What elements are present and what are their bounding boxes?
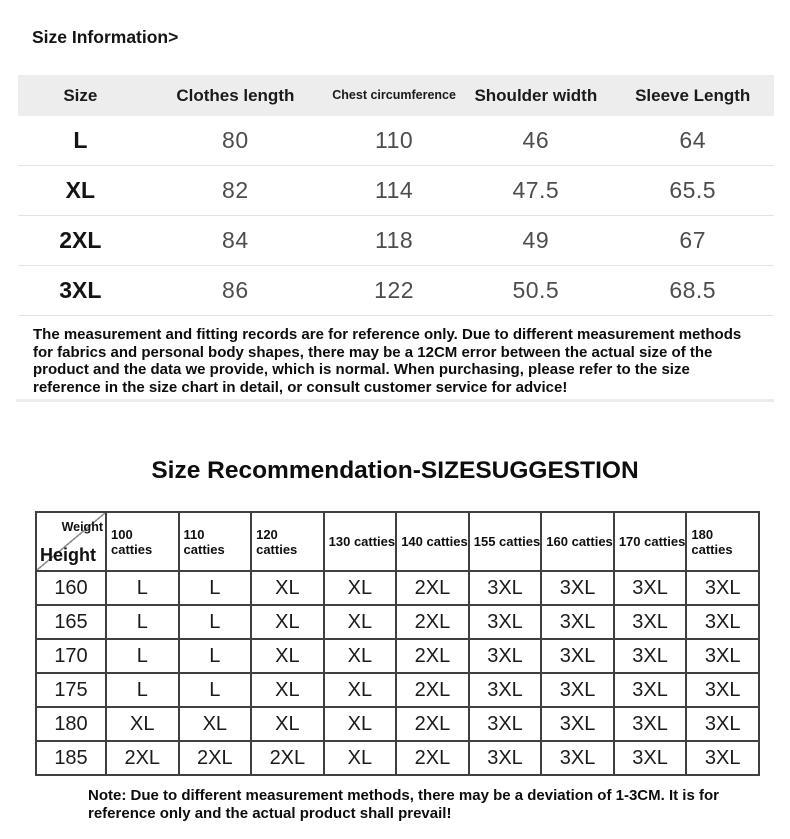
size-cell: XL [324, 571, 397, 605]
size-cell: 3XL [614, 639, 687, 673]
size-cell: XL [251, 639, 324, 673]
size-cell: 3XL [541, 571, 614, 605]
size-value-cell: 68.5 [669, 277, 717, 303]
size-label-cell: XL [65, 177, 96, 203]
size-cell: XL [324, 673, 397, 707]
size-cell: 3XL [469, 571, 542, 605]
size-table-column-header: Shoulder width [474, 85, 598, 105]
size-value-cell: 49 [522, 227, 550, 253]
size-cell: 3XL [541, 741, 614, 775]
corner-height-label: Height [40, 545, 96, 566]
size-table-row [18, 116, 774, 166]
size-cell: XL [324, 707, 397, 741]
size-value-cell: 67 [679, 227, 706, 253]
size-cell: XL [324, 639, 397, 673]
size-cell: 3XL [469, 673, 542, 707]
size-cell: 3XL [469, 605, 542, 639]
size-cell: 2XL [396, 741, 469, 775]
size-cell: 2XL [396, 571, 469, 605]
size-value-cell: 86 [222, 277, 249, 303]
height-cell: 165 [36, 605, 106, 639]
size-cell: 2XL [396, 639, 469, 673]
weight-column-header: 155 catties [469, 512, 542, 571]
size-value-cell: 84 [222, 227, 249, 253]
size-value-cell: 64 [679, 127, 706, 153]
size-value-cell: 50.5 [512, 277, 560, 303]
weight-column-header: 120 catties [251, 512, 324, 571]
size-cell: XL [251, 605, 324, 639]
section-divider [16, 399, 774, 402]
weight-column-header: 100 catties [106, 512, 179, 571]
page-title[interactable]: Size Information> [32, 27, 179, 47]
size-cell: 3XL [469, 639, 542, 673]
weight-column-header: 160 catties [541, 512, 614, 571]
size-cell: 3XL [541, 639, 614, 673]
size-value-cell: 80 [222, 127, 249, 153]
size-cell: 2XL [179, 741, 252, 775]
size-cell: 3XL [686, 639, 759, 673]
size-cell: XL [324, 605, 397, 639]
size-cell: 3XL [614, 571, 687, 605]
size-cell: 3XL [686, 741, 759, 775]
size-cell: 2XL [396, 605, 469, 639]
size-cell: XL [251, 673, 324, 707]
size-table-row [18, 266, 774, 316]
note-text: Note: Due to different measurement methods, there may be a deviation of 1-3CM. It is for reference only and the actual product shall prevail! [88, 787, 719, 823]
size-table-column-header: Chest circumference [332, 87, 456, 102]
size-cell: L [106, 605, 179, 639]
size-cell: 3XL [686, 605, 759, 639]
recommendation-table-body [36, 571, 759, 775]
size-cell: 3XL [614, 741, 687, 775]
recommendation-row [36, 639, 759, 673]
weight-column-header: 170 catties [614, 512, 687, 571]
size-cell: 2XL [396, 707, 469, 741]
size-recommendation-table [35, 511, 760, 776]
size-cell: 3XL [686, 673, 759, 707]
size-cell: 3XL [686, 571, 759, 605]
size-cell: 3XL [614, 673, 687, 707]
size-table-body [18, 116, 774, 316]
size-cell: L [179, 571, 252, 605]
size-cell: 3XL [469, 707, 542, 741]
size-cell: L [179, 639, 252, 673]
size-table-row [18, 166, 774, 216]
size-cell: L [106, 639, 179, 673]
size-cell: 3XL [541, 673, 614, 707]
height-cell: 180 [36, 707, 106, 741]
size-label-cell: 2XL [59, 227, 102, 253]
height-cell: 175 [36, 673, 106, 707]
height-weight-corner-cell [36, 512, 106, 571]
size-cell: 3XL [469, 741, 542, 775]
size-cell: 3XL [614, 707, 687, 741]
size-value-cell: 114 [375, 177, 414, 203]
size-cell: XL [324, 741, 397, 775]
size-table-column-header: Size [63, 85, 98, 105]
size-cell: 3XL [541, 605, 614, 639]
size-table [18, 75, 774, 316]
size-cell: XL [106, 707, 179, 741]
corner-weight-label: Weight [61, 520, 103, 535]
size-value-cell: 65.5 [669, 177, 717, 203]
weight-column-header: 140 catties [396, 512, 469, 571]
size-cell: 3XL [541, 707, 614, 741]
size-cell: L [106, 571, 179, 605]
weight-column-header: 130 catties [324, 512, 397, 571]
size-value-cell: 47.5 [512, 177, 560, 203]
size-cell: XL [179, 707, 252, 741]
size-label-cell: 3XL [59, 277, 102, 303]
size-cell: L [179, 673, 252, 707]
size-value-cell: 118 [375, 227, 414, 253]
size-table-row [18, 216, 774, 266]
size-cell: 3XL [686, 707, 759, 741]
recommendation-row [36, 673, 759, 707]
recommendation-heading: Size Recommendation-SIZESUGGESTION [151, 457, 639, 485]
size-value-cell: 46 [522, 127, 550, 153]
size-value-cell: 82 [222, 177, 249, 203]
size-cell: XL [251, 707, 324, 741]
weight-column-header: 110 catties [179, 512, 252, 571]
recommendation-row [36, 605, 759, 639]
size-cell: 2XL [251, 741, 324, 775]
size-cell: L [106, 673, 179, 707]
height-cell: 160 [36, 571, 106, 605]
height-cell: 185 [36, 741, 106, 775]
size-cell: 3XL [614, 605, 687, 639]
recommendation-row [36, 707, 759, 741]
height-cell: 170 [36, 639, 106, 673]
recommendation-row [36, 571, 759, 605]
size-table-column-header: Clothes length [176, 85, 295, 105]
weight-column-header: 180 catties [686, 512, 759, 571]
size-table-header-row [18, 75, 774, 116]
size-disclaimer-text: The measurement and fitting records are for reference only. Due to different measurement methods for fabrics and personal body shapes, there may be a 12CM error between the actual size of the product and the data we provide, which is normal. When purchasing, please refer to the size reference in the size chart in detail, or consult customer service for advice! [33, 326, 742, 396]
recommendation-row [36, 741, 759, 775]
size-cell: XL [251, 571, 324, 605]
size-cell: 2XL [106, 741, 179, 775]
size-value-cell: 122 [374, 277, 415, 303]
size-table-column-header: Sleeve Length [635, 85, 751, 105]
size-label-cell: L [73, 127, 88, 153]
size-value-cell: 110 [375, 127, 414, 153]
size-cell: L [179, 605, 252, 639]
size-cell: 2XL [396, 673, 469, 707]
recommendation-header-row [36, 512, 759, 571]
